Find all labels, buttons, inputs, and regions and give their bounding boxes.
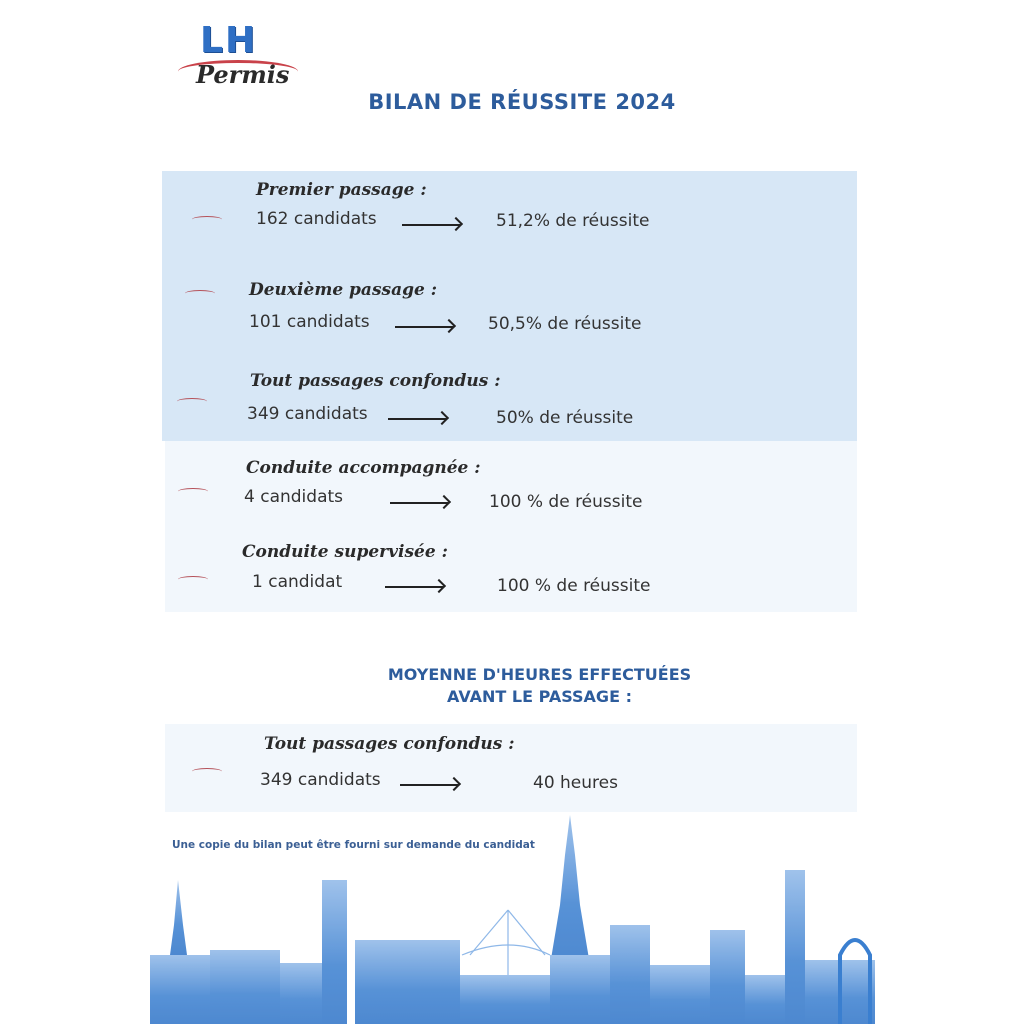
result-rate: 100 % de réussite xyxy=(497,576,651,596)
logo-permis-text: Permis xyxy=(196,60,290,89)
arrow-icon xyxy=(388,412,448,426)
footnote: Une copie du bilan peut être fourni sur demande du candidat xyxy=(172,839,535,851)
bullet-dash xyxy=(192,768,222,775)
hours-entry-count: 349 candidats xyxy=(260,770,381,790)
result-rate: 100 % de réussite xyxy=(489,492,643,512)
arrow-icon xyxy=(402,218,462,232)
result-count: 4 candidats xyxy=(244,487,344,507)
result-rate: 50% de réussite xyxy=(496,408,634,428)
hours-title-line2: AVANT LE PASSAGE : xyxy=(447,687,632,706)
hours-entry-result: 40 heures xyxy=(533,773,618,793)
result-rate: 50,5% de réussite xyxy=(488,314,642,334)
result-count: 349 candidats xyxy=(247,404,368,424)
city-skyline-illustration xyxy=(150,815,875,1024)
logo-lh-text: LH xyxy=(200,20,258,61)
hours-section-title xyxy=(0,664,1024,708)
result-count: 162 candidats xyxy=(256,209,377,229)
arrow-icon xyxy=(385,580,445,594)
result-title: Tout passages confondus : xyxy=(250,371,501,391)
arrow-icon xyxy=(400,778,460,792)
result-title: Conduite supervisée : xyxy=(242,542,448,562)
result-title: Deuxième passage : xyxy=(249,280,438,300)
page-title: BILAN DE RÉUSSITE 2024 xyxy=(368,90,676,114)
logo xyxy=(178,20,298,95)
bullet-dash xyxy=(178,488,208,495)
result-title: Conduite accompagnée : xyxy=(246,458,481,478)
result-count: 1 candidat xyxy=(252,572,343,592)
hours-title-line1: MOYENNE D'HEURES EFFECTUÉES xyxy=(387,665,692,684)
result-rate: 51,2% de réussite xyxy=(496,211,650,231)
bullet-dash xyxy=(185,290,215,297)
result-title: Premier passage : xyxy=(256,180,427,200)
bullet-dash xyxy=(192,216,222,223)
bullet-dash xyxy=(178,576,208,583)
result-count: 101 candidats xyxy=(249,312,370,332)
arrow-icon xyxy=(395,320,455,334)
hours-entry-title: Tout passages confondus : xyxy=(264,734,515,754)
bullet-dash xyxy=(177,398,207,405)
arrow-icon xyxy=(390,496,450,510)
